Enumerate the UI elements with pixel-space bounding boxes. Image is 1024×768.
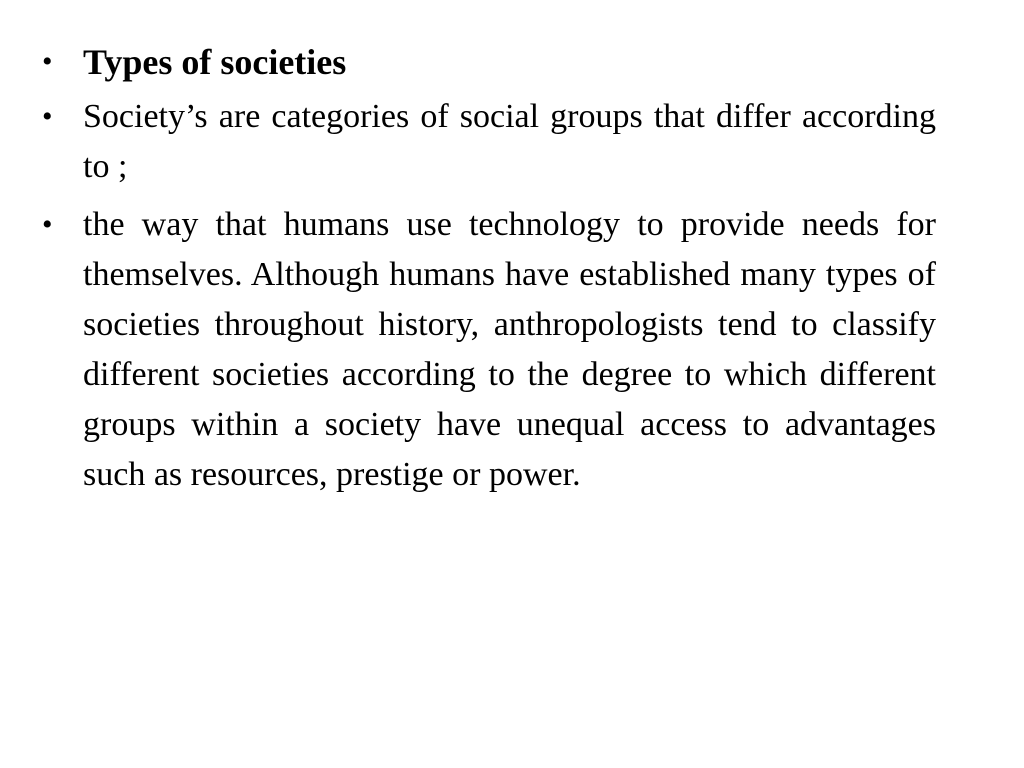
bullet-marker: •: [42, 100, 53, 133]
bullet-item-definition: [38, 92, 936, 192]
bullet-item-explanation: [38, 200, 936, 500]
bullet-list: [38, 38, 936, 500]
bullet-text-explanation: the way that humans use technology to provide needs for themselves. Although humans have established many types of societies throughout history, anthropologists tend to classify different societies according to the degree to which different groups within a society have unequal access to advantages such as resources, prestige or power.: [83, 206, 936, 493]
bullet-marker: •: [42, 208, 53, 241]
bullet-text-definition: Society’s are categories of social groups that differ according to ;: [83, 98, 936, 185]
slide-title: Types of societies: [83, 42, 347, 82]
bullet-marker: •: [42, 45, 53, 78]
bullet-item-title: [38, 38, 936, 86]
